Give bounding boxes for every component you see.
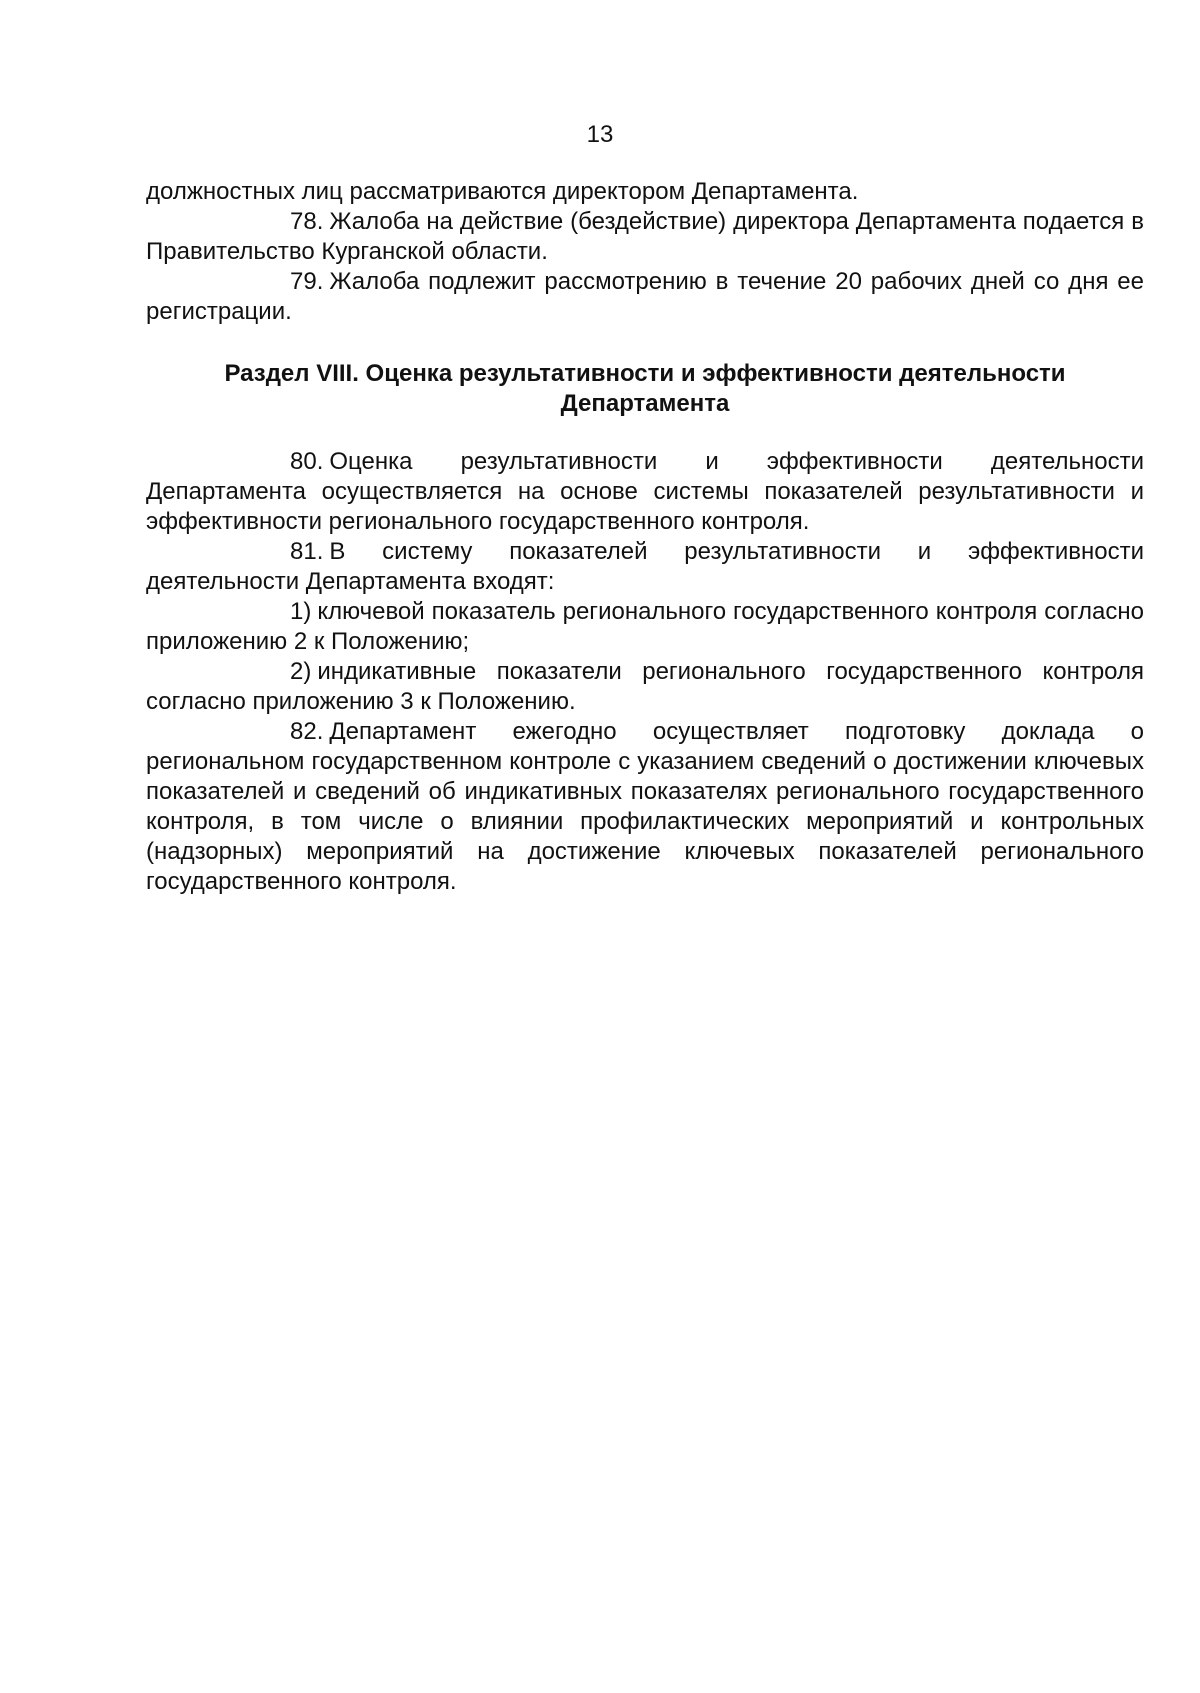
list-item-number: 2) xyxy=(290,658,312,685)
list-item-2 xyxy=(146,657,1144,717)
paragraph-text: должностных лиц рассматриваются директором Департамента. xyxy=(146,178,859,205)
list-item-1 xyxy=(146,597,1144,657)
paragraph-81 xyxy=(146,537,1144,597)
paragraph-82 xyxy=(146,717,1144,897)
paragraph-text: Жалоба на действие (бездействие) директора Департамента подается в Правительство Курганской области. xyxy=(146,208,1144,265)
paragraph-text: Оценка результативности и эффективности деятельности Департамента осуществляется на основе системы показателей результативности и эффективности регионального государственного контроля. xyxy=(146,448,1144,535)
paragraph-continuation xyxy=(146,177,1144,207)
section-heading-line-2: Департамента xyxy=(560,390,730,417)
list-item-text: индикативные показатели регионального государственного контроля согласно приложению 3 к Положению. xyxy=(146,658,1144,715)
paragraph-text: В систему показателей результативности и эффективности деятельности Департамента входят: xyxy=(146,538,1144,595)
paragraph-80 xyxy=(146,447,1144,537)
paragraph-text: Жалоба подлежит рассмотрению в течение 20 рабочих дней со дня ее регистрации. xyxy=(146,268,1144,325)
section-heading xyxy=(146,359,1144,419)
paragraph-number: 81. xyxy=(290,538,324,565)
paragraph-number: 82. xyxy=(290,718,324,745)
paragraph-78 xyxy=(146,207,1144,267)
paragraph-number: 80. xyxy=(290,448,324,475)
list-item-number: 1) xyxy=(290,598,312,625)
paragraph-number: 79. xyxy=(290,268,324,295)
page-number: 13 xyxy=(586,121,614,148)
paragraph-79 xyxy=(146,267,1144,327)
section-heading-line-1: Раздел VIII. Оценка результативности и эффективности деятельности xyxy=(224,360,1066,387)
document-body xyxy=(146,177,1144,897)
paragraph-text: Департамент ежегодно осуществляет подготовку доклада о региональном государственном контроле с указанием сведений о достижении ключевых показателей и сведений об индикативных показателях регионального государственного контроля, в том числе о влиянии профилактических мероприятий и контрольных (надзорных) мероприятий на достижение ключевых показателей регионального государственного контроля. xyxy=(146,718,1144,895)
paragraph-number: 78. xyxy=(290,208,324,235)
list-item-text: ключевой показатель регионального государственного контроля согласно приложению 2 к Положению; xyxy=(146,598,1144,655)
